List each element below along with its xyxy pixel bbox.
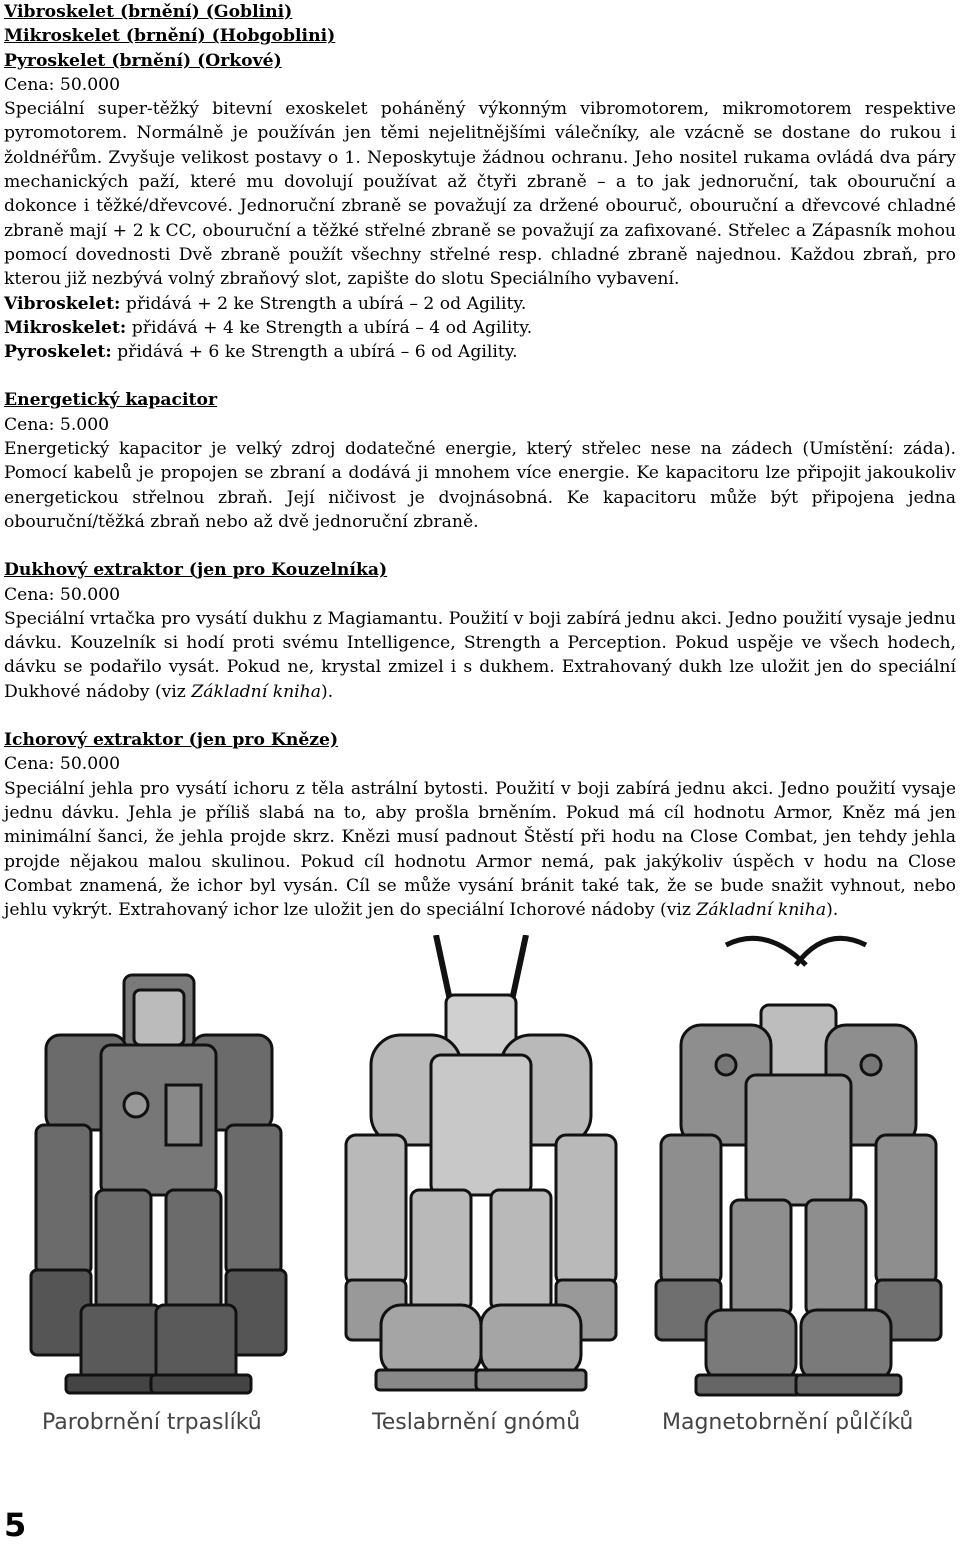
armor-illustration xyxy=(6,935,960,1430)
caption-halfling: Magnetobrnění půlčíků xyxy=(662,1410,914,1435)
body-tail: ). xyxy=(321,681,334,702)
body-text: Speciální vrtačka pro vysátí dukhu z Magiamantu. Použití v boji zabírá jednu akci. Jedno použití vysaje jednu dávku. Kouzelník si hodí proti svému Intelligence, Strength a Perception. Pokud uspěje ve všech hodech, dávku se podařilo vysát. Pokud ne, krystal zmizel i s dukhem. Extrahovaný dukh lze uložit jen do speciální Dukhové nádoby (viz xyxy=(4,608,956,702)
stat-line xyxy=(4,292,956,316)
armor-drawings xyxy=(6,935,960,1405)
price: Cena: 50.000 xyxy=(4,754,121,775)
section-title: Pyroskelet (brnění) (Orkové) xyxy=(4,50,282,71)
section-title: Energetický kapacitor xyxy=(4,390,218,411)
section-title: Dukhový extraktor (jen pro Kouzelníka) xyxy=(4,560,388,581)
price: Cena: 5.000 xyxy=(4,414,110,435)
stat-label: Vibroskelet: xyxy=(4,293,121,314)
stat-text: přidává + 6 ke Strength a ubírá – 6 od Agility. xyxy=(111,342,518,363)
book-reference: Základní kniha xyxy=(696,900,827,921)
section-body: Speciální super-těžký bitevní exoskelet poháněný výkonným vibromotorem, mikromotorem respektive pyromotorem. Normálně je používán jen těmi nejelitnějšími válečníky, ale vzácně se dostane do rukou i žoldnéřům. Zvyšuje velikost postavy o 1. Neposkytuje žádnou ochranu. Jeho nositel rukama ovládá dva páry mechanických paží, které mu dovolují používat až čtyři zbraně – a to jak jednoruční, tak obouruční a dokonce i těžké/dřevcové. Jednoruční zbraně se považují za držené obouruč, obouruční a dřevcové chladné zbraně mají + 2 k CC, obouruční a těžké střelné zbraně se považují za zafixované. Střelec a Zápasník mohou pomocí dovednosti Dvě zbraně použít všechny střelné resp. chladné zbraně najednou. Každou zbraň, pro kterou již nezbývá volný zbraňový slot, zapište do slotu Speciálního vybavení. xyxy=(4,99,956,290)
section-title: Vibroskelet (brnění) (Goblini) xyxy=(4,2,293,22)
stat-label: Pyroskelet: xyxy=(4,342,112,363)
section-title: Mikroskelet (brnění) (Hobgoblini) xyxy=(4,26,336,47)
robot-dwarf xyxy=(31,975,286,1393)
stat-label: Mikroskelet: xyxy=(4,317,127,338)
stat-line xyxy=(4,340,956,364)
stat-text: přidává + 4 ke Strength a ubírá – 4 od Agility. xyxy=(126,317,533,338)
robot-gnome xyxy=(346,935,616,1390)
section-title: Ichorový extraktor (jen pro Kněze) xyxy=(4,730,339,751)
page-number: 5 xyxy=(4,1506,27,1544)
price: Cena: 50.000 xyxy=(4,74,121,95)
stat-line xyxy=(4,316,956,340)
stat-text: přidává + 2 ke Strength a ubírá – 2 od Agility. xyxy=(120,293,527,314)
caption-dwarf: Parobrnění trpaslíků xyxy=(42,1410,262,1435)
book-reference: Základní kniha xyxy=(191,681,321,702)
section-body: Energetický kapacitor je velký zdroj dodatečné energie, který střelec nese na zádech (Umístění: záda). Pomocí kabelů je propojen se zbraní a dodává ji mnohem více energie. Ke kapacitoru lze připojit jakoukoliv energetickou střelnou zbraň. Její ničivost je dvojnásobná. Ke kapacitoru může být připojena jedna obouruční/těžká zbraň nebo až dvě jednoruční zbraně. xyxy=(4,439,956,532)
robot-halfling xyxy=(656,938,941,1395)
section-body xyxy=(4,607,956,704)
text-column xyxy=(4,0,956,922)
body-tail: ). xyxy=(826,900,839,921)
body-text: Speciální jehla pro vysátí ichoru z těla astrální bytosti. Použití v boji zabírá jednu akci. Jedno použití vysaje jednu dávku. Jehla je příliš slabá na to, aby prošla brněním. Pokud má cíl hodnotu Armor, Kněz má jen minimální šanci, že jehla projde skrz. Knězi musí padnout Štěstí při hodu na Close Combat, jen tehdy jehla projde nějakou malou skulinou. Pokud cíl hodnotu Armor nemá, pak jakýkoliv úspěch v hodu na Close Combat znamená, že ichor byl vysán. Cíl se může vysání bránit také tak, že se bude snažit vyhnout, nebo jehlu vykrýt. Extrahovaný ichor lze uložit jen do speciální Ichorové nádoby (viz xyxy=(4,778,956,921)
section-body xyxy=(4,777,956,923)
caption-gnome: Teslabrnění gnómů xyxy=(372,1410,581,1435)
price: Cena: 50.000 xyxy=(4,584,121,605)
